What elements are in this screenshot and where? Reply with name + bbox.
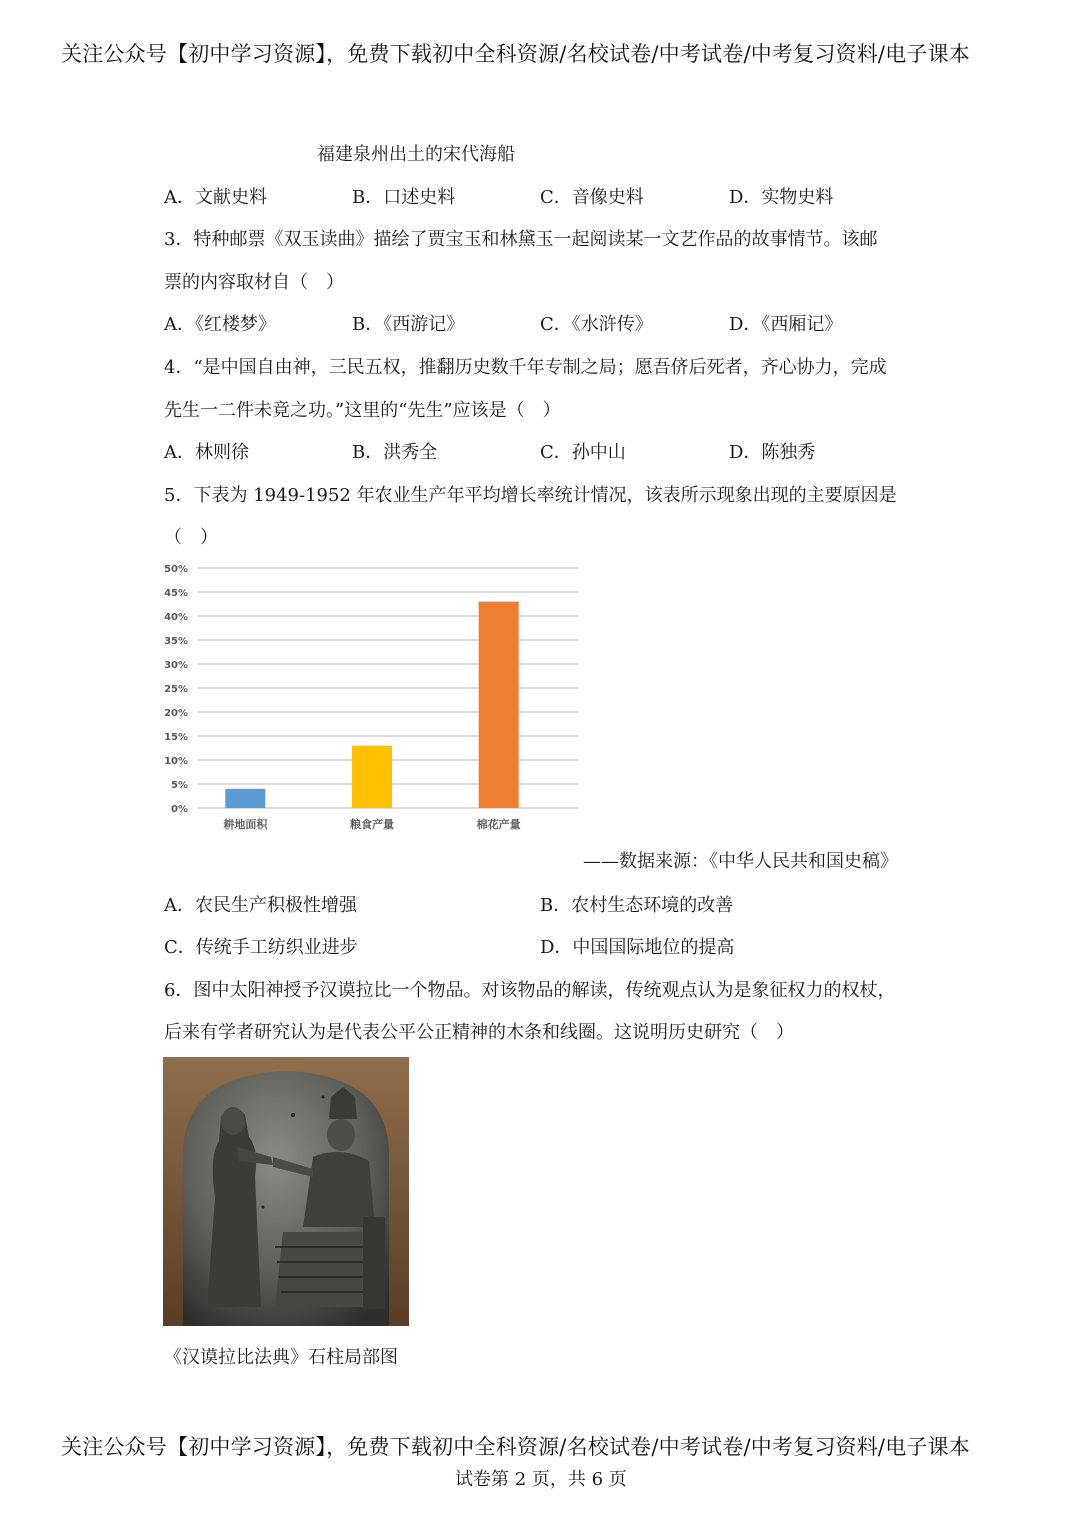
- y-tick-label: 25%: [164, 684, 188, 695]
- q5-option-a[interactable]: A．农民生产积极性增强: [164, 895, 357, 916]
- stele-caption: 《汉谟拉比法典》石柱局部图: [164, 1347, 398, 1368]
- growth-bar-chart: [160, 555, 590, 840]
- y-tick-label: 0%: [171, 804, 188, 815]
- q4-option-c[interactable]: C．孙中山: [540, 442, 626, 463]
- q5-option-b[interactable]: B．农村生态环境的改善: [540, 895, 734, 916]
- q6-stem-line2: 后来有学者研究认为是代表公平公正精神的木条和线圈。这说明历史研究（ ）: [164, 1022, 794, 1043]
- q3-option-a[interactable]: A．《红楼梦》: [164, 314, 276, 335]
- y-tick-label: 50%: [164, 564, 188, 575]
- q3-option-d[interactable]: D．《西厢记》: [729, 314, 843, 335]
- header-banner: 关注公众号【初中学习资源】，免费下载初中全科资源/名校试卷/中考试卷/中考复习资料/电子课本: [61, 42, 970, 66]
- footer-banner: 关注公众号【初中学习资源】，免费下载初中全科资源/名校试卷/中考试卷/中考复习资料/电子课本: [61, 1435, 970, 1459]
- q4-stem-line2: 先生一二件未竟之功。”这里的“先生”应该是（ ）: [164, 400, 561, 421]
- q2-option-b[interactable]: B．口述史料: [352, 187, 456, 208]
- q5-stem-line2: （ ）: [164, 527, 218, 548]
- q3-stem-line1: 3．特种邮票《双玉读曲》描绘了贾宝玉和林黛玉一起阅读某一文艺作品的故事情节。该邮: [164, 229, 878, 250]
- y-tick-label: 35%: [164, 636, 188, 647]
- q2-option-a[interactable]: A．文献史料: [164, 187, 267, 208]
- q2-option-d[interactable]: D．实物史料: [729, 187, 834, 208]
- q4-option-b[interactable]: B．洪秀全: [352, 442, 438, 463]
- q4-stem-line1: 4．“是中国自由神，三民五权，推翻历史数千年专制之局；愿吾侪后死者，齐心协力，完成: [164, 357, 887, 378]
- y-tick-label: 30%: [164, 660, 188, 671]
- page-number: 试卷第 2 页，共 6 页: [455, 1469, 627, 1490]
- q3-stem-line2: 票的内容取材自（ ）: [164, 272, 344, 293]
- y-tick-label: 20%: [164, 708, 188, 719]
- hammurabi-stele-image: [163, 1057, 409, 1326]
- y-tick-label: 15%: [164, 732, 188, 743]
- x-category-label: 耕地面积: [223, 818, 268, 831]
- q6-stem-line1: 6．图中太阳神授予汉谟拉比一个物品。对该物品的解读，传统观点认为是象征权力的权杖，: [164, 980, 896, 1001]
- q4-option-d[interactable]: D．陈独秀: [729, 442, 816, 463]
- q3-option-b[interactable]: B．《西游记》: [352, 314, 465, 335]
- y-tick-label: 5%: [171, 780, 188, 791]
- q5-option-c[interactable]: C．传统手工纺织业进步: [164, 937, 358, 958]
- q3-option-c[interactable]: C．《水浒传》: [540, 314, 653, 335]
- x-category-label: 棉花产量: [476, 818, 521, 831]
- x-category-label: 粮食产量: [350, 818, 394, 831]
- y-tick-label: 40%: [164, 612, 188, 623]
- y-tick-label: 10%: [164, 756, 188, 767]
- q5-stem-line1: 5．下表为 1949-1952 年农业生产年平均增长率统计情况，该表所示现象出现的主要原因是: [164, 485, 897, 506]
- bar-1: [225, 789, 265, 808]
- ship-caption: 福建泉州出土的宋代海船: [317, 144, 515, 165]
- chart-source: ——数据来源：《中华人民共和国史稿》: [583, 851, 898, 872]
- q2-option-c[interactable]: C．音像史料: [540, 187, 644, 208]
- bar-2: [352, 746, 392, 808]
- q5-option-d[interactable]: D．中国国际地位的提高: [540, 937, 735, 958]
- y-tick-label: 45%: [164, 588, 188, 599]
- bar-3: [479, 602, 519, 808]
- q4-option-a[interactable]: A．林则徐: [164, 442, 249, 463]
